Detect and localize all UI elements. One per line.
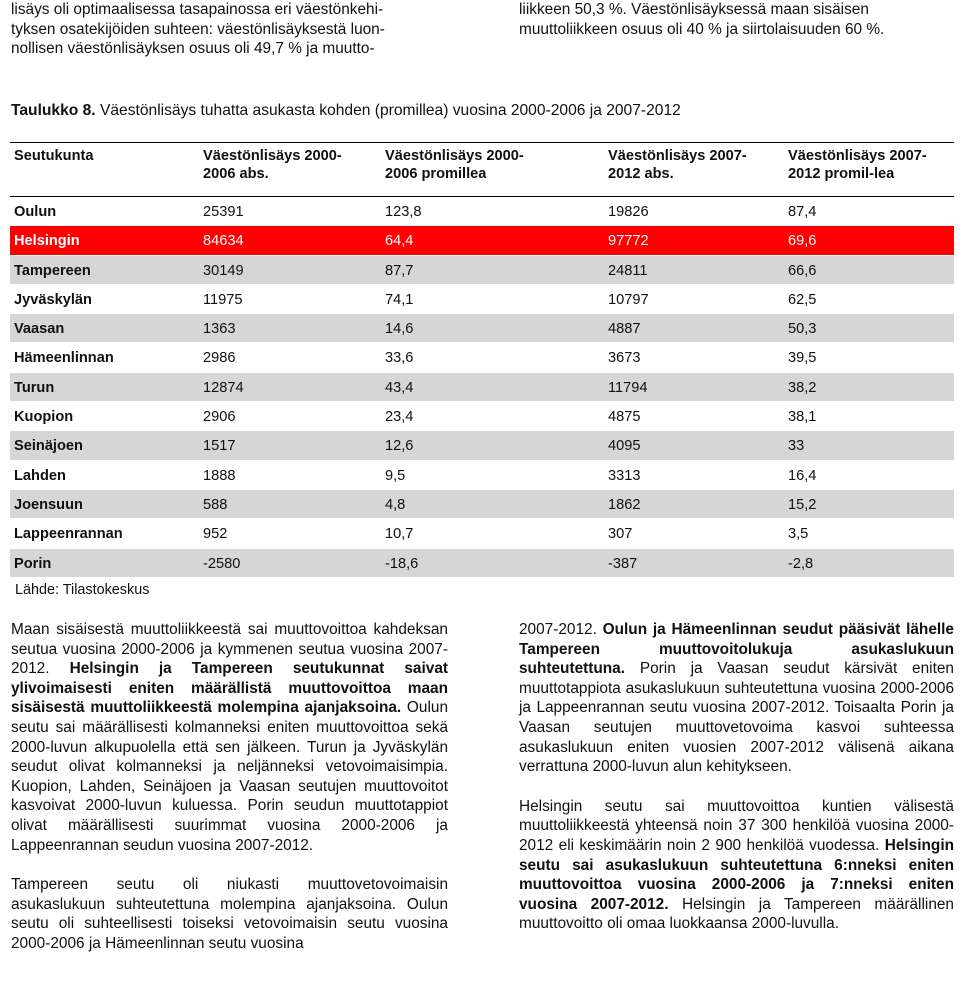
region-name-cell: Hämeenlinnan bbox=[14, 350, 114, 367]
paragraph-text: Helsingin seutu sai muuttovoittoa kuntien välisestä muuttoliikkeestä yhteensä noin 37 300 henkilöä vuosina 2000-2012 eli keskimäärin noin 2 900 henkilöä vuodessa. bbox=[519, 797, 954, 854]
value-cell: -18,6 bbox=[385, 555, 419, 572]
value-cell: -2,8 bbox=[788, 555, 814, 572]
header-abs-2000-2006: Väestönlisäys 2000-2006 abs. bbox=[203, 148, 342, 182]
paragraph-text: Helsingin ja Tampereen määrällinen muuttovoitto oli omaa luokkaansa 2000-luvulla. bbox=[519, 895, 954, 933]
value-cell: 23,4 bbox=[385, 409, 414, 426]
top-right-text-column bbox=[519, 0, 954, 39]
value-cell: 50,3 bbox=[788, 321, 817, 338]
population-growth-table bbox=[10, 142, 954, 578]
value-cell: 62,5 bbox=[788, 291, 817, 308]
value-cell: 33,6 bbox=[385, 350, 414, 367]
header-region: Seutukunta bbox=[14, 148, 94, 164]
region-name-cell: Lappeenrannan bbox=[14, 526, 123, 543]
value-cell: 25391 bbox=[203, 204, 244, 220]
text-line: lisäys oli optimaalisessa tasapainossa eri väestönkehi- bbox=[11, 1, 384, 18]
value-cell: 10797 bbox=[608, 291, 649, 308]
value-cell: 10,7 bbox=[385, 526, 414, 543]
value-cell: 14,6 bbox=[385, 321, 414, 338]
text-line: liikkeen 50,3 %. Väestönlisäyksessä maan sisäisen bbox=[519, 1, 869, 18]
table-row bbox=[10, 256, 954, 285]
value-cell: 43,4 bbox=[385, 379, 414, 396]
table-row bbox=[10, 402, 954, 431]
table-caption-label: Taulukko 8. bbox=[11, 102, 96, 119]
value-cell: 588 bbox=[203, 496, 228, 513]
value-cell: 12874 bbox=[203, 379, 244, 396]
value-cell: 15,2 bbox=[788, 496, 817, 513]
value-cell: 2906 bbox=[203, 409, 236, 426]
table-caption-text: Väestönlisäys tuhatta asukasta kohden (promillea) vuosina 2000-2006 ja 2007-2012 bbox=[95, 102, 681, 119]
value-cell: 4887 bbox=[608, 321, 641, 338]
value-cell: 74,1 bbox=[385, 291, 414, 308]
region-name-cell: Porin bbox=[14, 555, 52, 572]
table-row bbox=[10, 285, 954, 314]
table-source: Lähde: Tilastokeskus bbox=[15, 582, 150, 598]
value-cell: 87,7 bbox=[385, 262, 414, 279]
region-name-cell: Oulun bbox=[14, 204, 57, 220]
value-cell: 3313 bbox=[608, 467, 641, 484]
paragraph-text: Porin ja Vaasan seudut kärsivät eniten muuttotappiota asukaslukuun suhteutettuna vuosina 2000-2006 ja Lappeenrannan seutu vuosina 2007-2012. Toisaalta Porin ja Vaasan seutujen muuttovetovoima kasvoi suhteessa asukaslukuun eniten vuosien 2007-2012 välisenä aikana verrattuna 2000-luvun alun kehitykseen. bbox=[519, 660, 954, 776]
header-abs-2007-2012: Väestönlisäys 2007-2012 abs. bbox=[608, 148, 747, 182]
bottom-left-text-column bbox=[11, 620, 448, 954]
table-row bbox=[10, 373, 954, 402]
region-name-cell: Tampereen bbox=[14, 262, 91, 279]
value-cell: 11975 bbox=[203, 291, 243, 308]
value-cell: 952 bbox=[203, 526, 228, 543]
table-header-row bbox=[10, 142, 954, 197]
paragraph-bold-text: Oulun ja Hämeenlinnan seudut pääsivät lähelle Tampereen muuttovoitolukuja asukaslukuun suhteutettuna. bbox=[519, 621, 954, 678]
value-cell: 38,2 bbox=[788, 379, 817, 396]
value-cell: 4095 bbox=[608, 438, 641, 455]
value-cell: 4,8 bbox=[385, 496, 406, 513]
table-row bbox=[10, 314, 954, 343]
table-row bbox=[10, 431, 954, 460]
value-cell: -2580 bbox=[203, 555, 241, 572]
value-cell: 87,4 bbox=[788, 204, 817, 220]
paragraph-bold-text: Helsingin seutu sai asukaslukuun suhteutettuna 6:nneksi eniten muuttovoittoa vuosina 2000-2006 ja 7:nneksi eniten vuosina 2007-2012. bbox=[519, 836, 954, 913]
value-cell: 66,6 bbox=[788, 262, 817, 279]
value-cell: 38,1 bbox=[788, 409, 817, 426]
value-cell: 33 bbox=[788, 438, 805, 455]
value-cell: 1363 bbox=[203, 321, 236, 338]
table-body bbox=[10, 197, 954, 578]
text-line: nollisen väestönlisäyksen osuus oli 49,7 % ja muutto- bbox=[11, 40, 375, 58]
region-name-cell: Joensuun bbox=[14, 496, 83, 513]
table-row bbox=[10, 461, 954, 490]
region-name-cell: Kuopion bbox=[14, 409, 74, 426]
table-row bbox=[10, 519, 954, 548]
paragraph bbox=[519, 620, 954, 777]
paragraph-bold-text: Helsingin ja Tampereen seutukunnat saivat ylivoimaisesti eniten määrällistä muuttovoittoa maan sisäisestä muuttoliikkeestä molempina ajanjaksoina. bbox=[11, 660, 449, 717]
value-cell: 1862 bbox=[608, 496, 641, 513]
paragraph bbox=[519, 797, 954, 934]
region-name-cell: Lahden bbox=[14, 467, 66, 484]
value-cell: 3,5 bbox=[788, 526, 809, 543]
paragraph-text: 2007-2012. bbox=[519, 621, 603, 638]
table-row bbox=[10, 197, 954, 226]
value-cell: 4875 bbox=[608, 409, 641, 426]
table-row bbox=[10, 343, 954, 372]
value-cell: 30149 bbox=[203, 262, 244, 279]
value-cell: 19826 bbox=[608, 204, 649, 220]
value-cell: 123,8 bbox=[385, 204, 422, 220]
paragraph: Tampereen seutu oli niukasti muuttovetovoimaisin asukaslukuun suhteutettuna molempina ajanjaksoina. Oulun seutu oli suhteellisesti toiseksi vetovoimaisin seutu vuosina 2000-2006 ja Hämeenlinnan seutu vuosina bbox=[11, 876, 448, 952]
text-line: muuttoliikkeen osuus oli 40 % ja siirtolaisuuden 60 %. bbox=[519, 20, 885, 38]
paragraph-text: Oulun seutu sai määrällisesti kolmanneksi eniten muuttovoittoa sekä 2000-luvun alkupuolella että sen jälkeen. Turun ja Jyväskylän seudut olivat kolmanneksi ja neljänneksi vetovoimaisimpia. Kuopion, Lahden, Seinäjoen ja Vaasan seutujen muuttovoitot kasvoivat 2000-luvun kuluessa. Porin seudun muuttotappiot olivat määrällisesti suurimmat vuosina 2000-2006 ja Lappeenrannan seudun vuosina 2007-2012. bbox=[11, 699, 448, 854]
header-permille-2007-2012: Väestönlisäys 2007-2012 promil-lea bbox=[788, 148, 927, 182]
value-cell: 69,6 bbox=[788, 233, 817, 250]
value-cell: 24811 bbox=[608, 262, 648, 279]
region-name-cell: Seinäjoen bbox=[14, 438, 83, 455]
paragraph-text: Maan sisäisestä muuttoliikkeestä sai muuttovoittoa kahdeksan seutua vuosina 2000-2006 ja kymmenen seutua vuosina 2007-2012. bbox=[11, 621, 448, 678]
value-cell: 64,4 bbox=[385, 233, 414, 250]
value-cell: 84634 bbox=[203, 233, 244, 250]
value-cell: 16,4 bbox=[788, 467, 817, 484]
value-cell: 3673 bbox=[608, 350, 641, 367]
text-line: tyksen osatekijöiden suhteen: väestönlisäyksestä luon- bbox=[11, 20, 385, 38]
value-cell: 1888 bbox=[203, 467, 236, 484]
value-cell: 11794 bbox=[608, 379, 648, 396]
value-cell: 39,5 bbox=[788, 350, 817, 367]
value-cell: 307 bbox=[608, 526, 633, 543]
table-row bbox=[10, 226, 954, 255]
value-cell: 1517 bbox=[203, 438, 236, 455]
value-cell: 2986 bbox=[203, 350, 236, 367]
table-caption bbox=[11, 101, 681, 121]
region-name-cell: Jyväskylän bbox=[14, 291, 92, 308]
value-cell: 9,5 bbox=[385, 467, 406, 484]
bottom-right-text-column bbox=[519, 620, 954, 934]
region-name-cell: Turun bbox=[14, 379, 55, 396]
table-row bbox=[10, 490, 954, 519]
region-name-cell: Helsingin bbox=[14, 233, 80, 250]
region-name-cell: Vaasan bbox=[14, 321, 65, 338]
top-left-text-column bbox=[11, 0, 448, 59]
header-permille-2000-2006: Väestönlisäys 2000-2006 promillea bbox=[385, 148, 524, 182]
table-row bbox=[10, 549, 954, 578]
paragraph bbox=[11, 620, 448, 855]
value-cell: 12,6 bbox=[385, 438, 414, 455]
value-cell: 97772 bbox=[608, 233, 649, 250]
value-cell: -387 bbox=[608, 555, 638, 572]
